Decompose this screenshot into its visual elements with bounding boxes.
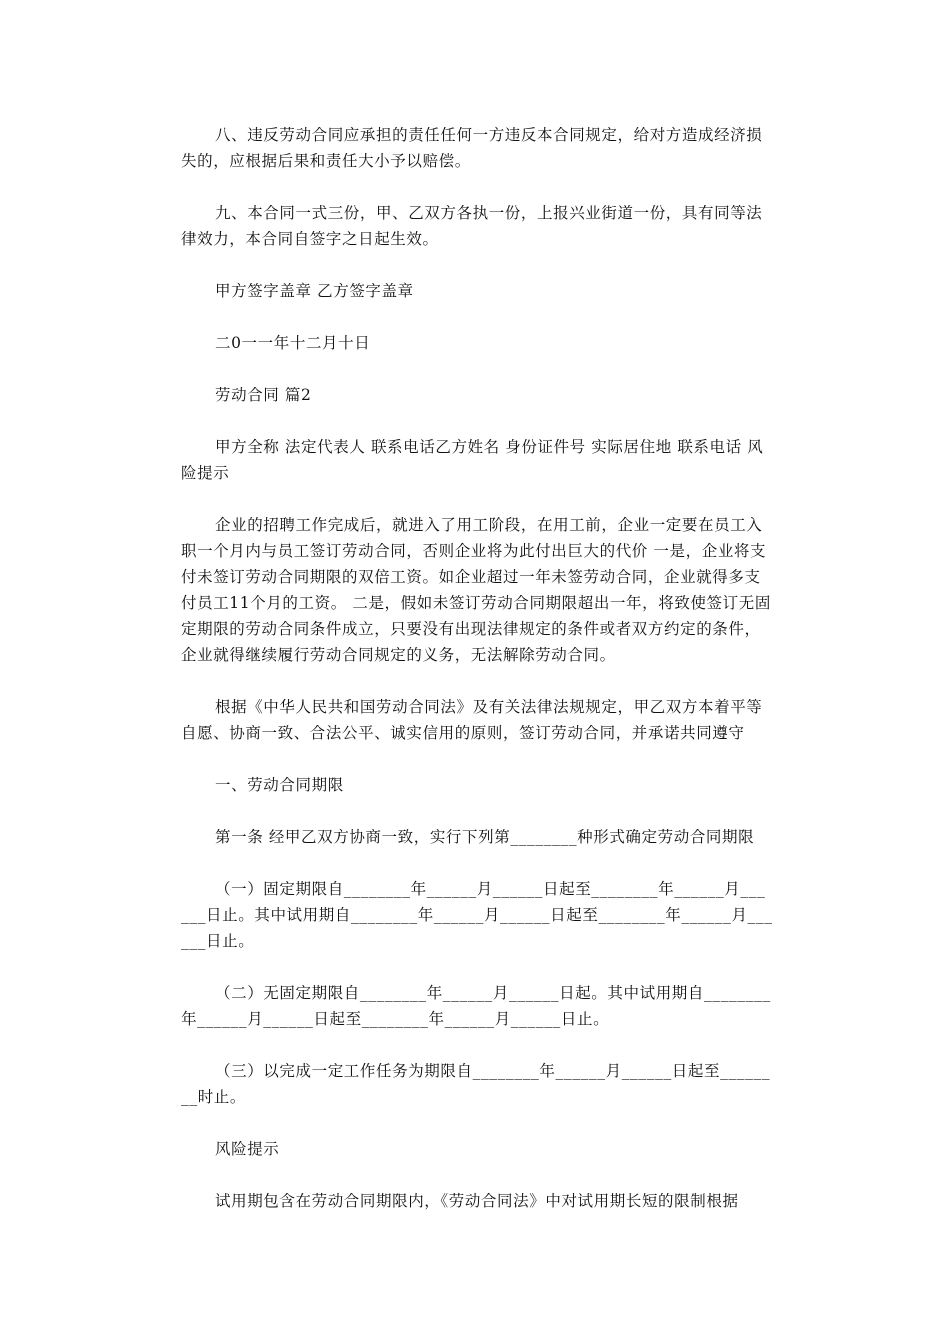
clause-9-copies-effectiveness: 九、本合同一式三份，甲、乙双方各执一份，上报兴业街道一份，具有同等法律效力，本合同自签字之日起生效。 xyxy=(181,204,763,248)
risk-note-paragraph: 企业的招聘工作完成后，就进入了用工阶段，在用工前，企业一定要在员工入职一个月内与员工签订劳动合同，否则企业将为此付出巨大的代价 一是，企业将支付未签订劳动合同期限的双倍工资。如企业超过一年未签劳动合同，企业就得多支付员工11个月的工资。 二是，假如未签订劳动合同期限超出一年，将致使签订无固定期限的劳动合同条件成立，只要没有出现法律规定的条件或者双方约定的条件，企业就得继续履行劳动合同规定的义务，无法解除劳动合同。 xyxy=(181,516,771,664)
term-option-fixed: （一）固定期限自________年______月______日起至________年______月______日止。其中试用期自________年______月______日起至________年______月______日止。 xyxy=(181,880,773,950)
signing-date: 二0一一年十二月十日 xyxy=(215,334,371,352)
document-body xyxy=(181,122,773,1240)
heading-contract-term: 一、劳动合同期限 xyxy=(215,776,344,794)
party-info-fields: 甲方全称 法定代表人 联系电话乙方姓名 身份证件号 实际居住地 联系电话 风险提示 xyxy=(181,438,764,482)
term-option-open-ended: （二）无固定期限自________年______月______日起。其中试用期自________年______月______日起至________年______月______日止。 xyxy=(181,984,771,1028)
article-1: 第一条 经甲乙双方协商一致，实行下列第________种形式确定劳动合同期限 xyxy=(215,828,755,846)
legal-basis-paragraph: 根据《中华人民共和国劳动合同法》及有关法律法规规定，甲乙双方本着平等自愿、协商一致、合法公平、诚实信用的原则，签订劳动合同，并承诺共同遵守 xyxy=(181,698,763,742)
probation-paragraph: 试用期包含在劳动合同期限内，《劳动合同法》中对试用期长短的限制根据 xyxy=(215,1192,739,1210)
heading-risk-tip: 风险提示 xyxy=(215,1140,280,1158)
section-title-contract-2: 劳动合同 篇2 xyxy=(215,386,312,404)
term-option-task-based: （三）以完成一定工作任务为期限自________年______月______日起至________时止。 xyxy=(181,1062,771,1106)
signature-line: 甲方签字盖章 乙方签字盖章 xyxy=(215,282,414,300)
clause-8-breach-liability: 八、违反劳动合同应承担的责任任何一方违反本合同规定，给对方造成经济损失的，应根据后果和责任大小予以赔偿。 xyxy=(181,126,763,170)
